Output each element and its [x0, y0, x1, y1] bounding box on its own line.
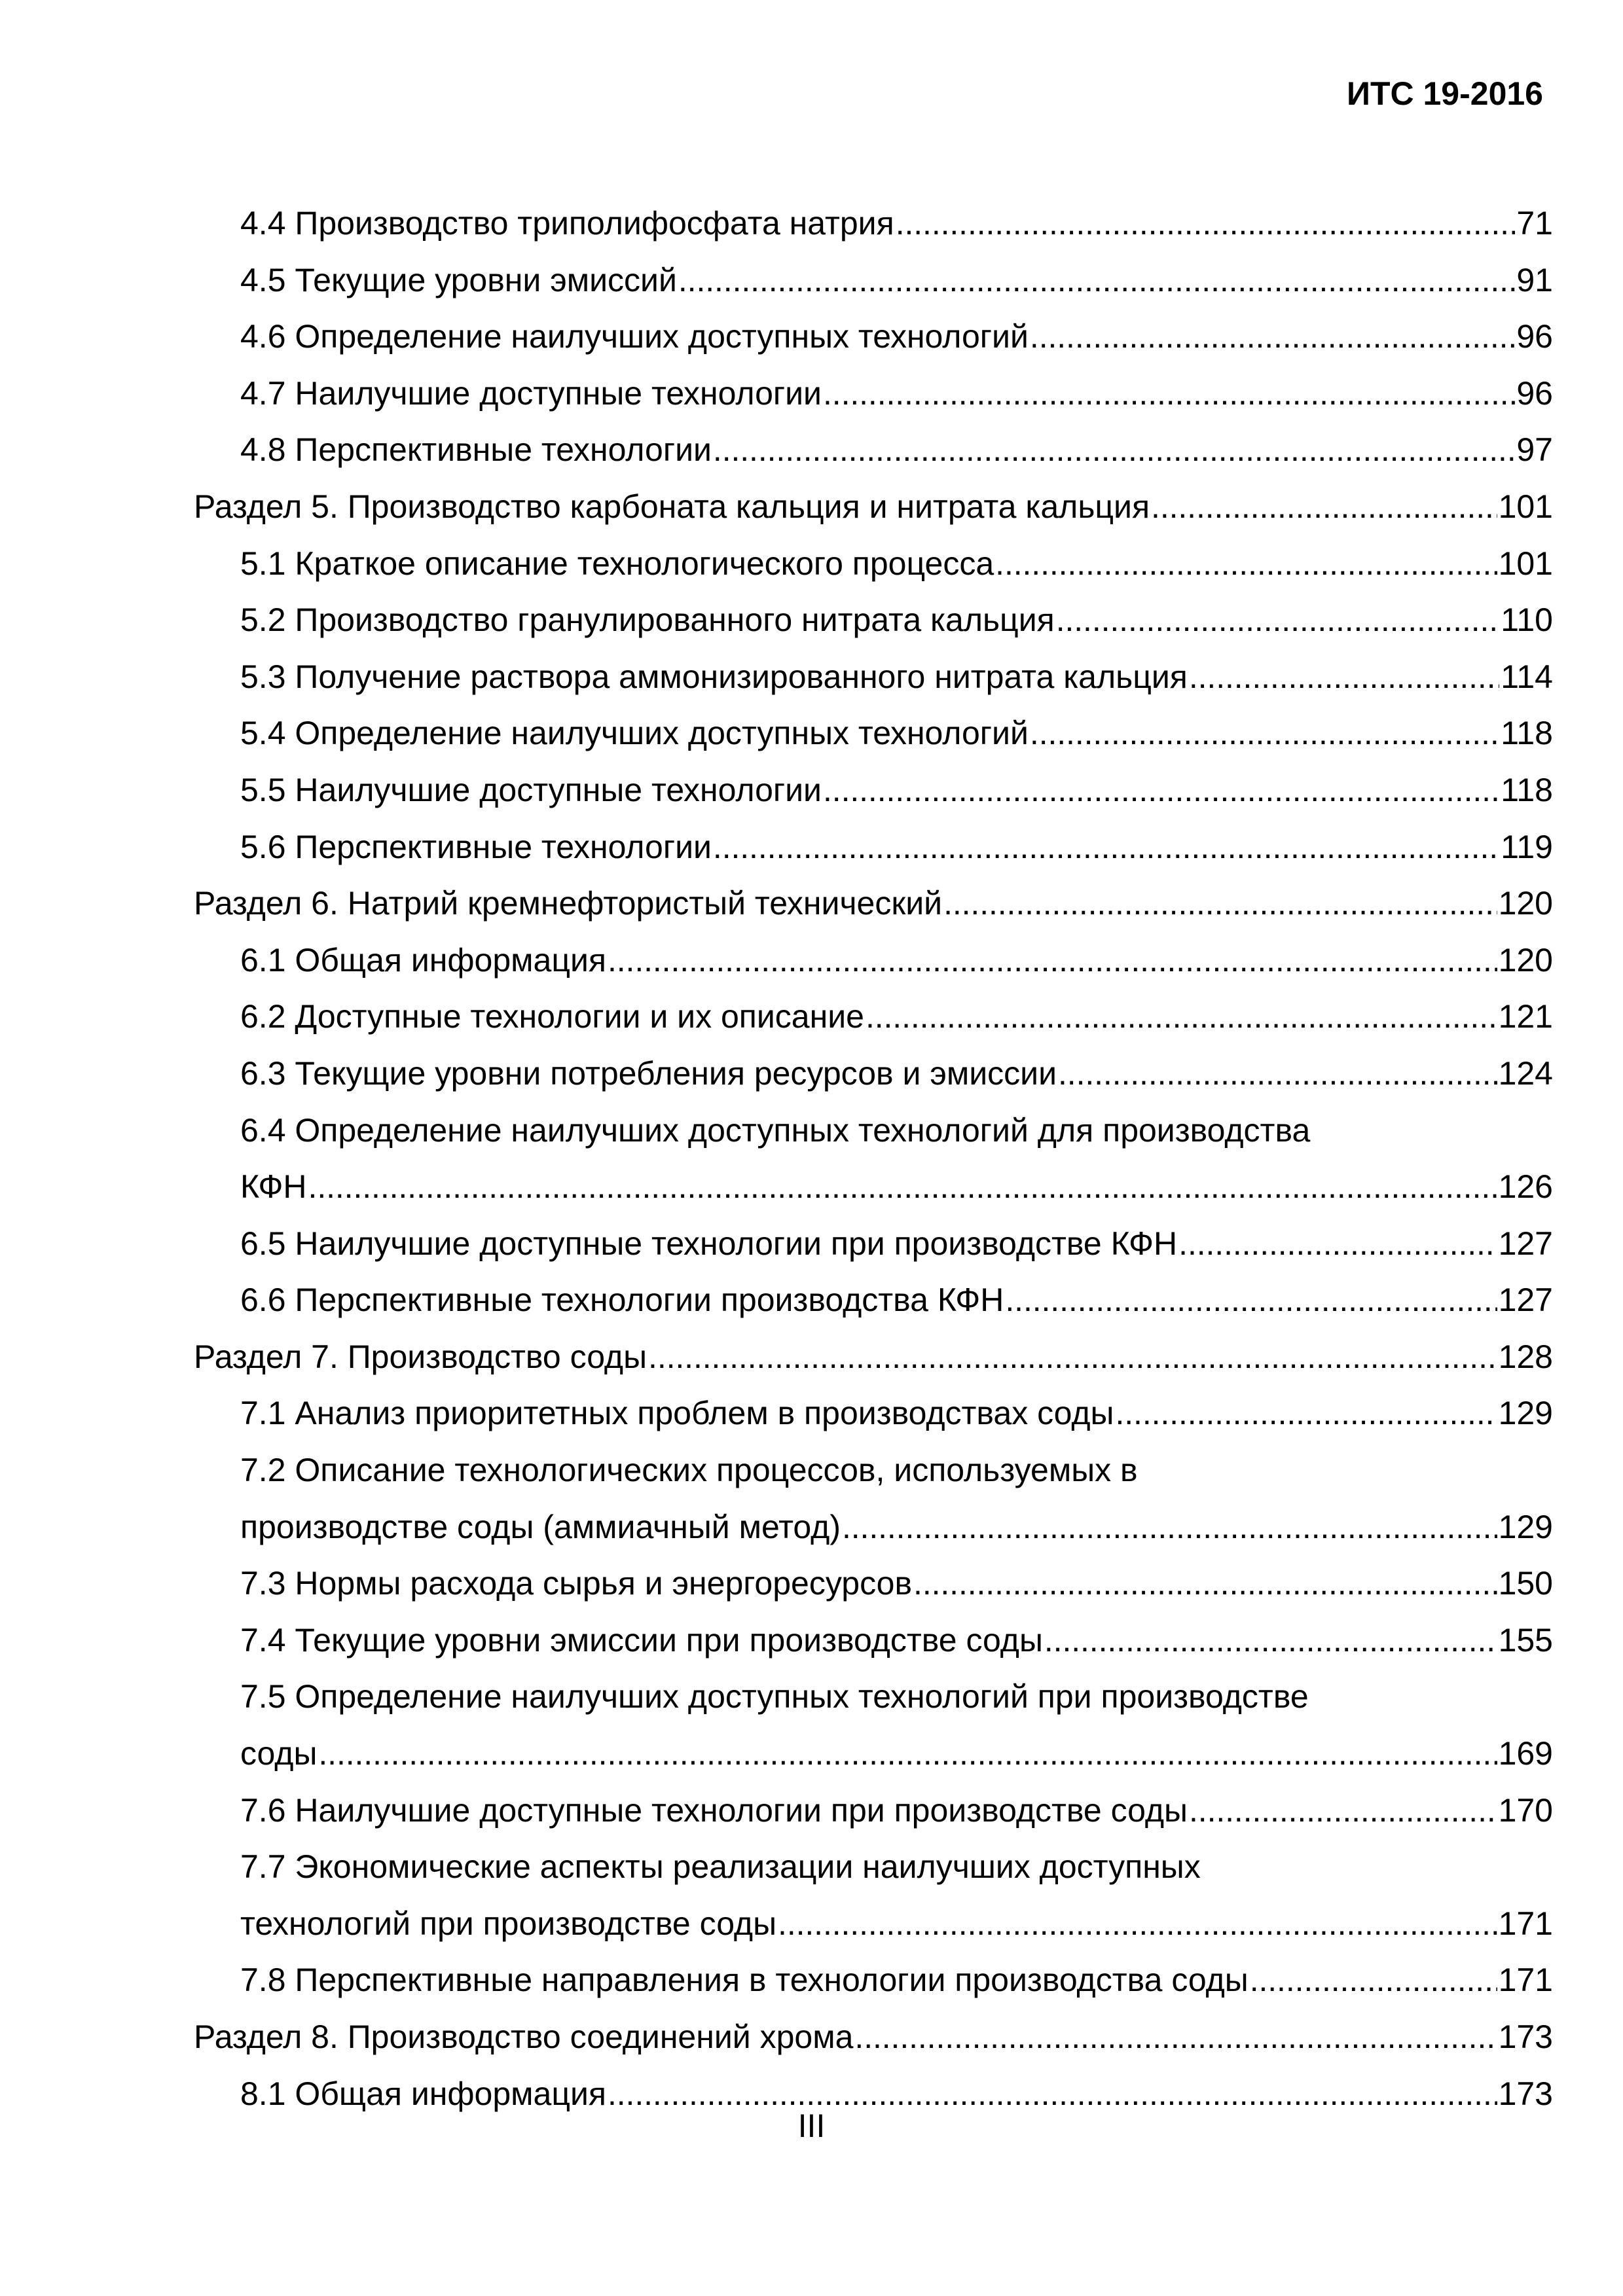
toc-entry-line	[240, 1725, 1553, 1782]
dot-leader	[1115, 1385, 1497, 1442]
toc-entry-title: 7.4 Текущие уровни эмиссии при производстве соды	[240, 1621, 1043, 1659]
dot-leader	[1178, 1215, 1497, 1272]
dot-leader	[1056, 592, 1500, 649]
toc-subsection-entry[interactable]	[194, 1385, 1553, 1442]
dot-leader	[608, 932, 1497, 989]
toc-subsection-entry[interactable]	[194, 1839, 1553, 1952]
toc-entry-title: Раздел 5. Производство карбоната кальция и нитрата кальция	[194, 488, 1150, 525]
dot-leader	[308, 1158, 1497, 1215]
toc-entry-title-line: 7.7 Экономические аспекты реализации наилучших доступных	[240, 1848, 1201, 1886]
toc-subsection-entry[interactable]	[194, 535, 1553, 592]
toc-entry-page: 171	[1498, 1905, 1553, 1942]
toc-entry-page: 121	[1498, 998, 1553, 1035]
toc-entry-line	[240, 1895, 1553, 1952]
toc-entry-line	[240, 705, 1553, 762]
toc-entry-title: 4.5 Текущие уровни эмиссий	[240, 261, 677, 298]
toc-subsection-entry[interactable]	[194, 1442, 1553, 1555]
toc-entry-line	[240, 1158, 1553, 1215]
dot-leader	[1058, 1045, 1497, 1102]
toc-subsection-entry[interactable]	[194, 422, 1553, 478]
document-code: ИТС 19-2016	[1347, 75, 1543, 112]
dot-leader	[943, 875, 1497, 932]
dot-leader	[1005, 1272, 1497, 1329]
toc-entry-page: 126	[1498, 1168, 1553, 1206]
toc-entry-page: 71	[1516, 205, 1553, 242]
toc-entry-page: 155	[1498, 1621, 1553, 1659]
toc-entry-page: 91	[1516, 261, 1553, 298]
toc-entry-title: Раздел 8. Производство соединений хрома	[194, 2018, 854, 2055]
toc-subsection-entry[interactable]	[194, 1555, 1553, 1612]
toc-entry-title: 4.7 Наилучшие доступные технологии	[240, 374, 822, 412]
toc-subsection-entry[interactable]	[194, 932, 1553, 989]
toc-entry-title: 8.1 Общая информация	[240, 2075, 606, 2112]
toc-entry-title-line: 6.4 Определение наилучших доступных технологий для производства	[240, 1111, 1311, 1149]
toc-entry-line	[240, 932, 1553, 989]
toc-entry-line	[240, 819, 1553, 876]
toc-section-entry[interactable]	[194, 2009, 1553, 2066]
toc-entry-title: 6.1 Общая информация	[240, 941, 606, 978]
dot-leader	[678, 252, 1516, 309]
toc-subsection-entry[interactable]	[194, 649, 1553, 706]
toc-entry-title: Раздел 7. Производство соды	[194, 1338, 647, 1375]
toc-subsection-entry[interactable]	[194, 1782, 1553, 1839]
toc-entry-title: 5.6 Перспективные технологии	[240, 828, 712, 865]
toc-entry-line	[240, 649, 1553, 706]
toc-subsection-entry[interactable]	[194, 1102, 1553, 1215]
toc-entry-title: 6.5 Наилучшие доступные технологии при производстве КФН	[240, 1225, 1178, 1262]
toc-entry-title: 4.6 Определение наилучших доступных технологий	[240, 318, 1029, 355]
toc-entry-title: 7.8 Перспективные направления в технологии производства соды	[240, 1962, 1249, 1999]
dot-leader	[854, 2009, 1497, 2066]
toc-entry-title: 6.6 Перспективные технологии производства КФН	[240, 1282, 1004, 1319]
dot-leader	[1189, 649, 1499, 706]
toc-entry-line	[194, 2009, 1553, 2066]
toc-entry-title: 7.3 Нормы расхода сырья и энергоресурсов	[240, 1565, 913, 1602]
dot-leader	[1044, 1612, 1497, 1669]
toc-entry-line	[240, 1782, 1553, 1839]
toc-entry-page: 171	[1498, 1962, 1553, 1999]
dot-leader	[913, 1555, 1497, 1612]
page-number: III	[797, 2108, 826, 2144]
dot-leader	[896, 195, 1516, 252]
toc-entry-page: 96	[1516, 374, 1553, 412]
toc-entry-page: 119	[1501, 828, 1553, 865]
toc-entry-title: 6.3 Текущие уровни потребления ресурсов и эмиссии	[240, 1054, 1057, 1092]
toc-entry-page: 97	[1516, 431, 1553, 469]
toc-section-entry[interactable]	[194, 478, 1553, 535]
toc-entry-title: 7.1 Анализ приоритетных проблем в производствах соды	[240, 1395, 1114, 1432]
toc-subsection-entry[interactable]	[194, 988, 1553, 1045]
toc-entry-page: 173	[1498, 2075, 1553, 2112]
toc-subsection-entry[interactable]	[194, 1045, 1553, 1102]
toc-entry-page: 101	[1498, 545, 1553, 582]
toc-subsection-entry[interactable]	[194, 365, 1553, 422]
toc-entry-line	[240, 252, 1553, 309]
toc-entry-line	[240, 535, 1553, 592]
toc-section-entry[interactable]	[194, 1329, 1553, 1386]
toc-entry-line	[194, 875, 1553, 932]
toc-entry-page: 170	[1498, 1791, 1553, 1829]
toc-entry-page: 101	[1498, 488, 1553, 525]
toc-entry-page: 129	[1498, 1395, 1553, 1432]
toc-subsection-entry[interactable]	[194, 1612, 1553, 1669]
toc-subsection-entry[interactable]	[194, 1215, 1553, 1272]
toc-subsection-entry[interactable]	[194, 308, 1553, 365]
toc-entry-title: 5.3 Получение раствора аммонизированного нитрата кальция	[240, 658, 1188, 695]
toc-entry-title: 7.6 Наилучшие доступные технологии при производстве соды	[240, 1791, 1188, 1829]
toc-entry-title: 5.1 Краткое описание технологического процесса	[240, 545, 994, 582]
dot-leader	[1189, 1782, 1497, 1839]
toc-entry-line	[240, 195, 1553, 252]
toc-entry-line	[240, 1045, 1553, 1102]
dot-leader	[866, 988, 1497, 1045]
toc-entry-line	[240, 1612, 1553, 1669]
toc-entry-line	[240, 1499, 1553, 1556]
dot-leader	[823, 762, 1499, 819]
dot-leader	[1250, 1952, 1497, 2009]
toc-section-entry[interactable]	[194, 875, 1553, 932]
dot-leader	[778, 1895, 1497, 1952]
dot-leader	[713, 422, 1515, 478]
toc-entry-title: соды	[240, 1735, 318, 1772]
toc-entry-page: 129	[1498, 1508, 1553, 1545]
toc-entry-line	[194, 478, 1553, 535]
dot-leader	[823, 365, 1515, 422]
toc-subsection-entry[interactable]	[194, 592, 1553, 649]
toc-entry-title-line: 7.2 Описание технологических процессов, используемых в	[240, 1452, 1138, 1489]
toc-entry-page: 120	[1498, 941, 1553, 978]
toc-entry-title: 5.5 Наилучшие доступные технологии	[240, 771, 822, 808]
toc-entry-page: 114	[1501, 658, 1553, 695]
toc-entry-title-line: 7.5 Определение наилучших доступных технологий при производстве	[240, 1678, 1309, 1715]
toc-entry-title: КФН	[240, 1168, 307, 1206]
toc-subsection-entry[interactable]	[194, 762, 1553, 819]
toc-entry-line	[240, 365, 1553, 422]
toc-entry-line	[240, 1385, 1553, 1442]
toc-entry-page: 169	[1498, 1735, 1553, 1772]
toc-entry-page: 110	[1501, 601, 1553, 639]
dot-leader	[1030, 308, 1515, 365]
toc-subsection-entry[interactable]	[194, 195, 1553, 252]
toc-entry-title: 6.2 Доступные технологии и их описание	[240, 998, 864, 1035]
toc-entry-line	[240, 1215, 1553, 1272]
dot-leader	[1151, 478, 1497, 535]
toc-entry-line	[240, 1555, 1553, 1612]
toc-entry-line	[240, 988, 1553, 1045]
dot-leader	[318, 1725, 1497, 1782]
toc-entry-page: 118	[1501, 715, 1553, 752]
toc-entry-page: 128	[1498, 1338, 1553, 1375]
toc-subsection-entry[interactable]	[194, 819, 1553, 876]
dot-leader	[648, 1329, 1497, 1386]
toc-entry-line	[240, 1272, 1553, 1329]
toc-entry-title: Раздел 6. Натрий кремнефтористый технический	[194, 885, 943, 922]
toc-entry-line	[240, 422, 1553, 478]
dot-leader	[995, 535, 1497, 592]
toc-entry-page: 120	[1498, 885, 1553, 922]
toc-entry-page: 96	[1516, 318, 1553, 355]
toc-entry-title: производстве соды (аммиачный метод)	[240, 1508, 841, 1545]
toc-subsection-entry[interactable]	[194, 1272, 1553, 1329]
dot-leader	[713, 819, 1499, 876]
toc-entry-line	[240, 308, 1553, 365]
toc-entry-page: 124	[1498, 1054, 1553, 1092]
toc-entry-line	[194, 1329, 1553, 1386]
toc-entry-title: 5.4 Определение наилучших доступных технологий	[240, 715, 1029, 752]
toc-subsection-entry[interactable]	[194, 1668, 1553, 1782]
toc-entry-page: 118	[1501, 771, 1553, 808]
dot-leader	[1030, 705, 1499, 762]
toc-entry-page: 173	[1498, 2018, 1553, 2055]
toc-entry-title: технологий при производстве соды	[240, 1905, 777, 1942]
toc-entry-title: 4.8 Перспективные технологии	[240, 431, 712, 469]
toc-entry-title: 5.2 Производство гранулированного нитрата кальция	[240, 601, 1055, 639]
toc-entry-line	[240, 592, 1553, 649]
toc-subsection-entry[interactable]	[194, 1952, 1553, 2009]
toc-entry-line	[240, 1952, 1553, 2009]
dot-leader	[842, 1499, 1497, 1556]
table-of-contents	[194, 195, 1553, 2122]
toc-entry-title: 4.4 Производство триполифосфата натрия	[240, 205, 894, 242]
toc-entry-page: 150	[1498, 1565, 1553, 1602]
toc-entry-line	[240, 762, 1553, 819]
toc-entry-page: 127	[1498, 1282, 1553, 1319]
toc-subsection-entry[interactable]	[194, 705, 1553, 762]
toc-entry-page: 127	[1498, 1225, 1553, 1262]
toc-subsection-entry[interactable]	[194, 252, 1553, 309]
